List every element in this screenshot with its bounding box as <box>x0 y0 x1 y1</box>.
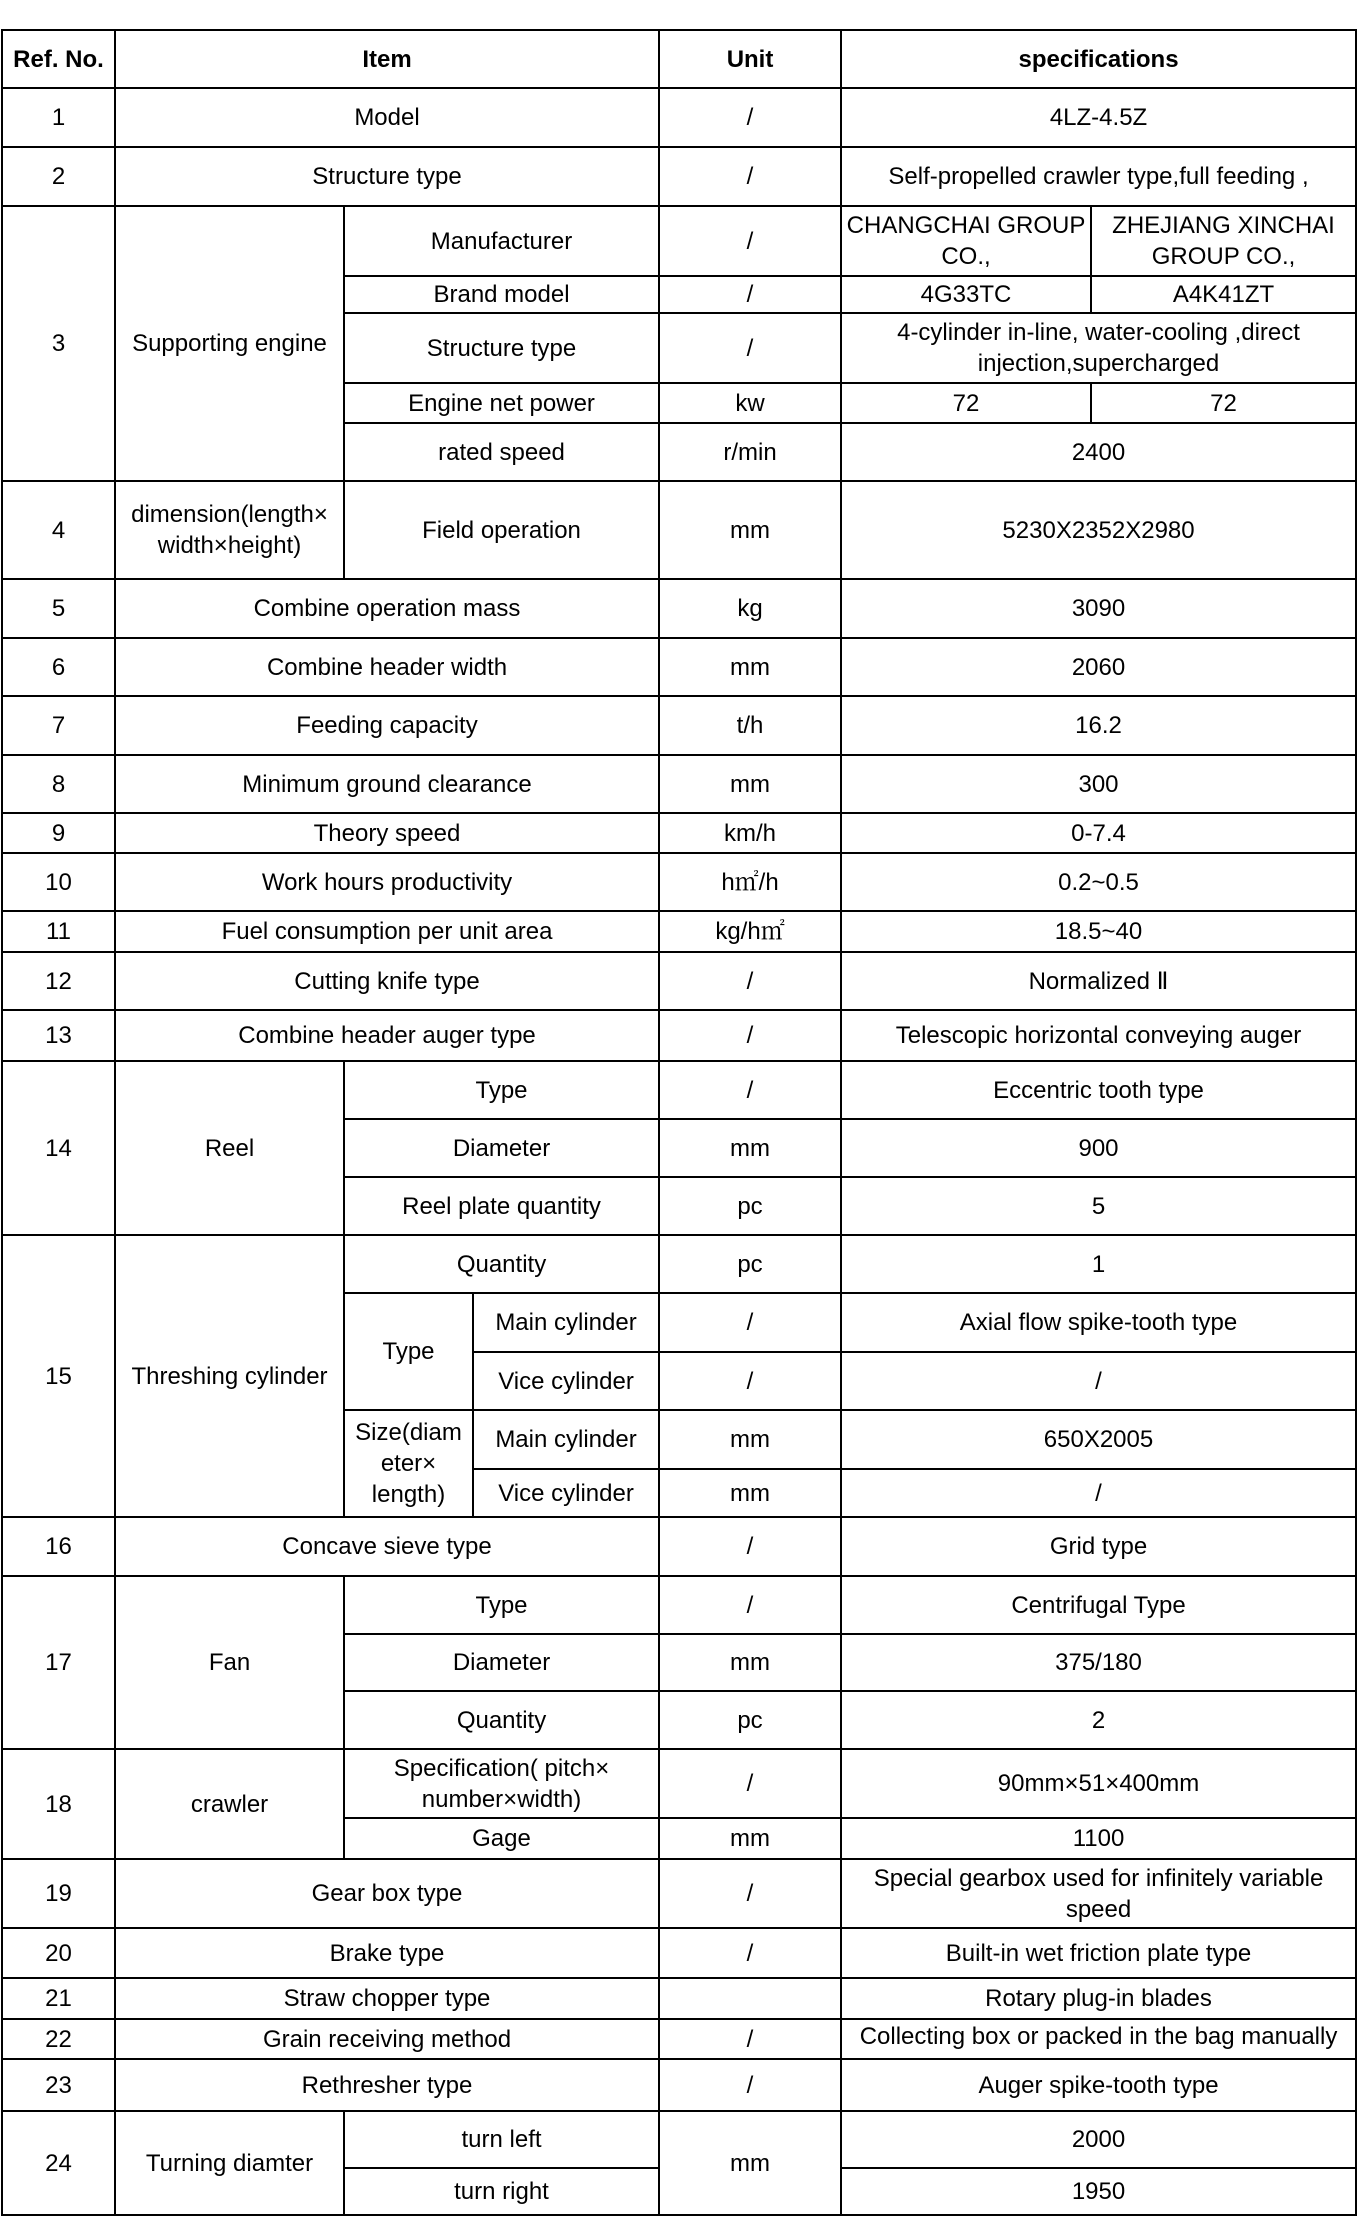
unit-value: / <box>659 2019 841 2059</box>
unit-value: r/min <box>659 423 841 481</box>
unit-value: / <box>659 1352 841 1410</box>
item-label: Type <box>344 1576 659 1634</box>
table-row <box>2 1235 1356 1293</box>
table-row <box>2 2059 1356 2111</box>
item-label: Reel plate quantity <box>344 1177 659 1235</box>
ref-number: 11 <box>2 911 115 952</box>
spec-value: Rotary plug-in blades <box>841 1978 1356 2019</box>
item-label: Structure type <box>115 147 659 206</box>
spec-value: 2 <box>841 1691 1356 1749</box>
spec-value: Telescopic horizontal conveying auger <box>841 1010 1356 1061</box>
table-row <box>2 88 1356 147</box>
unit-value: / <box>659 1010 841 1061</box>
spec-value: 2400 <box>841 423 1356 481</box>
ref-number: 24 <box>2 2111 115 2215</box>
spec-value: Axial flow spike-tooth type <box>841 1293 1356 1352</box>
item-label: Concave sieve type <box>115 1517 659 1576</box>
ref-number: 15 <box>2 1235 115 1517</box>
spec-value: Normalized Ⅱ <box>841 952 1356 1010</box>
item-label: Combine header width <box>115 638 659 696</box>
item-label: Diameter <box>344 1634 659 1691</box>
item-label: Gage <box>344 1818 659 1859</box>
ref-number: 8 <box>2 755 115 813</box>
header-row <box>2 30 1356 88</box>
unit-value: mm <box>659 1119 841 1177</box>
unit-value: t/h <box>659 696 841 755</box>
unit-value: mm <box>659 1469 841 1517</box>
ref-number: 3 <box>2 206 115 481</box>
spec-value <box>841 2019 1356 2059</box>
unit-value: kw <box>659 383 841 423</box>
spec-value: 1 <box>841 1235 1356 1293</box>
spec-value: 72 <box>841 383 1091 423</box>
item-label: Model <box>115 88 659 147</box>
unit-value: / <box>659 952 841 1010</box>
unit-value: / <box>659 1576 841 1634</box>
item-label: rated speed <box>344 423 659 481</box>
sub-group-label: Size(diam eter× length) <box>344 1410 473 1517</box>
ref-number: 5 <box>2 579 115 638</box>
ref-number: 22 <box>2 2019 115 2059</box>
spec-value: 375/180 <box>841 1634 1356 1691</box>
table-row <box>2 2111 1356 2168</box>
table-row <box>2 1859 1356 1928</box>
table-row <box>2 755 1356 813</box>
unit-value: mm <box>659 755 841 813</box>
group-label: Supporting engine <box>115 206 344 481</box>
table-row <box>2 1749 1356 1818</box>
unit-value: pc <box>659 1691 841 1749</box>
unit-value: km/h <box>659 813 841 853</box>
item-label: Theory speed <box>115 813 659 853</box>
ref-number: 14 <box>2 1061 115 1235</box>
item-label: Vice cylinder <box>473 1469 659 1517</box>
spec-value: Auger spike-tooth type <box>841 2059 1356 2111</box>
spec-value: 650X2005 <box>841 1410 1356 1469</box>
unit-value <box>659 1978 841 2019</box>
table-row <box>2 579 1356 638</box>
table-row <box>2 1517 1356 1576</box>
spec-value: 4-cylinder in-line, water-cooling ,direct injection,supercharged <box>841 313 1356 383</box>
spec-value: / <box>841 1469 1356 1517</box>
table-row <box>2 952 1356 1010</box>
unit-value: / <box>659 276 841 313</box>
group-label: crawler <box>115 1749 344 1859</box>
ref-number: 23 <box>2 2059 115 2111</box>
ref-number: 2 <box>2 147 115 206</box>
unit-value: / <box>659 1061 841 1119</box>
spec-value: 1100 <box>841 1818 1356 1859</box>
spec-value: 16.2 <box>841 696 1356 755</box>
spec-value-text: Collecting box or packed in the bag manually <box>859 2023 1338 2050</box>
group-label: Fan <box>115 1576 344 1749</box>
item-label: Manufacturer <box>344 206 659 276</box>
spec-value: Eccentric tooth type <box>841 1061 1356 1119</box>
spec-value: 2060 <box>841 638 1356 696</box>
group-label: Reel <box>115 1061 344 1235</box>
item-label: Quantity <box>344 1235 659 1293</box>
spec-value: CHANGCHAI GROUP CO., <box>841 206 1091 276</box>
ref-number: 1 <box>2 88 115 147</box>
header-item: Item <box>115 30 659 88</box>
table-row <box>2 1061 1356 1119</box>
table-row <box>2 1928 1356 1978</box>
item-label: Specification( pitch× number×width) <box>344 1749 659 1818</box>
spec-value: 5230X2352X2980 <box>841 481 1356 579</box>
unit-value: kg <box>659 579 841 638</box>
unit-value: mm <box>659 1634 841 1691</box>
spec-value: ZHEJIANG XINCHAI GROUP CO., <box>1091 206 1356 276</box>
item-label: Combine operation mass <box>115 579 659 638</box>
unit-value: / <box>659 2059 841 2111</box>
unit-value: mm <box>659 1410 841 1469</box>
ref-number: 16 <box>2 1517 115 1576</box>
ref-number: 4 <box>2 481 115 579</box>
unit-value: pc <box>659 1177 841 1235</box>
item-label: Brake type <box>115 1928 659 1978</box>
ref-number: 10 <box>2 853 115 911</box>
unit-value: mm <box>659 1818 841 1859</box>
item-label: turn right <box>344 2168 659 2215</box>
unit-value: h㎡/h <box>659 853 841 911</box>
group-label: dimension(length× width×height) <box>115 481 344 579</box>
spec-value: 5 <box>841 1177 1356 1235</box>
spec-value: 72 <box>1091 383 1356 423</box>
item-label: Combine header auger type <box>115 1010 659 1061</box>
item-label: Engine net power <box>344 383 659 423</box>
header-ref: Ref. No. <box>2 30 115 88</box>
ref-number: 17 <box>2 1576 115 1749</box>
item-label: Fuel consumption per unit area <box>115 911 659 952</box>
unit-value: mm <box>659 638 841 696</box>
unit-value: / <box>659 147 841 206</box>
table-row <box>2 206 1356 276</box>
spec-value: A4K41ZT <box>1091 276 1356 313</box>
item-label: Structure type <box>344 313 659 383</box>
unit-value: kg/h㎡ <box>659 911 841 952</box>
table-row <box>2 1010 1356 1061</box>
table-row <box>2 1978 1356 2019</box>
item-label: Minimum ground clearance <box>115 755 659 813</box>
item-label: Straw chopper type <box>115 1978 659 2019</box>
unit-value: mm <box>659 2111 841 2215</box>
spec-value: 300 <box>841 755 1356 813</box>
spec-value: Centrifugal Type <box>841 1576 1356 1634</box>
item-label: Rethresher type <box>115 2059 659 2111</box>
header-specifications: specifications <box>841 30 1356 88</box>
ref-number: 19 <box>2 1859 115 1928</box>
unit-value: / <box>659 206 841 276</box>
item-label: Vice cylinder <box>473 1352 659 1410</box>
table-row <box>2 638 1356 696</box>
group-label: Threshing cylinder <box>115 1235 344 1517</box>
unit-value: / <box>659 1928 841 1978</box>
spec-value: 3090 <box>841 579 1356 638</box>
ref-number: 7 <box>2 696 115 755</box>
header-unit: Unit <box>659 30 841 88</box>
spec-value: 90mm×51×400mm <box>841 1749 1356 1818</box>
ref-number: 20 <box>2 1928 115 1978</box>
item-label: Diameter <box>344 1119 659 1177</box>
spec-value: 0.2~0.5 <box>841 853 1356 911</box>
spec-value: 0-7.4 <box>841 813 1356 853</box>
spec-value: 4LZ-4.5Z <box>841 88 1356 147</box>
sub-group-label: Type <box>344 1293 473 1410</box>
unit-value: mm <box>659 481 841 579</box>
item-label: Field operation <box>344 481 659 579</box>
table-row <box>2 813 1356 853</box>
table-row <box>2 696 1356 755</box>
unit-value: / <box>659 313 841 383</box>
spec-value: 18.5~40 <box>841 911 1356 952</box>
spec-value: 1950 <box>841 2168 1356 2215</box>
ref-number: 12 <box>2 952 115 1010</box>
unit-value: / <box>659 1293 841 1352</box>
table-row <box>2 911 1356 952</box>
item-label: Gear box type <box>115 1859 659 1928</box>
specifications-table <box>1 29 1357 2216</box>
ref-number: 13 <box>2 1010 115 1061</box>
spec-value: 4G33TC <box>841 276 1091 313</box>
spec-value: Special gearbox used for infinitely variable speed <box>841 1859 1356 1928</box>
table-row <box>2 1576 1356 1634</box>
ref-number: 21 <box>2 1978 115 2019</box>
unit-value: / <box>659 1749 841 1818</box>
spec-value: Grid type <box>841 1517 1356 1576</box>
table-row <box>2 853 1356 911</box>
item-label: Quantity <box>344 1691 659 1749</box>
ref-number: 18 <box>2 1749 115 1859</box>
ref-number: 6 <box>2 638 115 696</box>
group-label: Turning diamter <box>115 2111 344 2215</box>
table-row <box>2 481 1356 579</box>
table-row <box>2 2019 1356 2059</box>
spec-value: / <box>841 1352 1356 1410</box>
item-label: Grain receiving method <box>115 2019 659 2059</box>
unit-value: pc <box>659 1235 841 1293</box>
spec-value: 900 <box>841 1119 1356 1177</box>
item-label: Type <box>344 1061 659 1119</box>
item-label: Feeding capacity <box>115 696 659 755</box>
spec-value: 2000 <box>841 2111 1356 2168</box>
item-label: Brand model <box>344 276 659 313</box>
item-label: turn left <box>344 2111 659 2168</box>
spec-value: Self-propelled crawler type,full feeding , <box>841 147 1356 206</box>
unit-value: / <box>659 88 841 147</box>
spec-value: Built-in wet friction plate type <box>841 1928 1356 1978</box>
ref-number: 9 <box>2 813 115 853</box>
item-label: Cutting knife type <box>115 952 659 1010</box>
item-label: Main cylinder <box>473 1293 659 1352</box>
unit-value: / <box>659 1859 841 1928</box>
unit-value: / <box>659 1517 841 1576</box>
item-label: Work hours productivity <box>115 853 659 911</box>
item-label: Main cylinder <box>473 1410 659 1469</box>
table-row <box>2 147 1356 206</box>
